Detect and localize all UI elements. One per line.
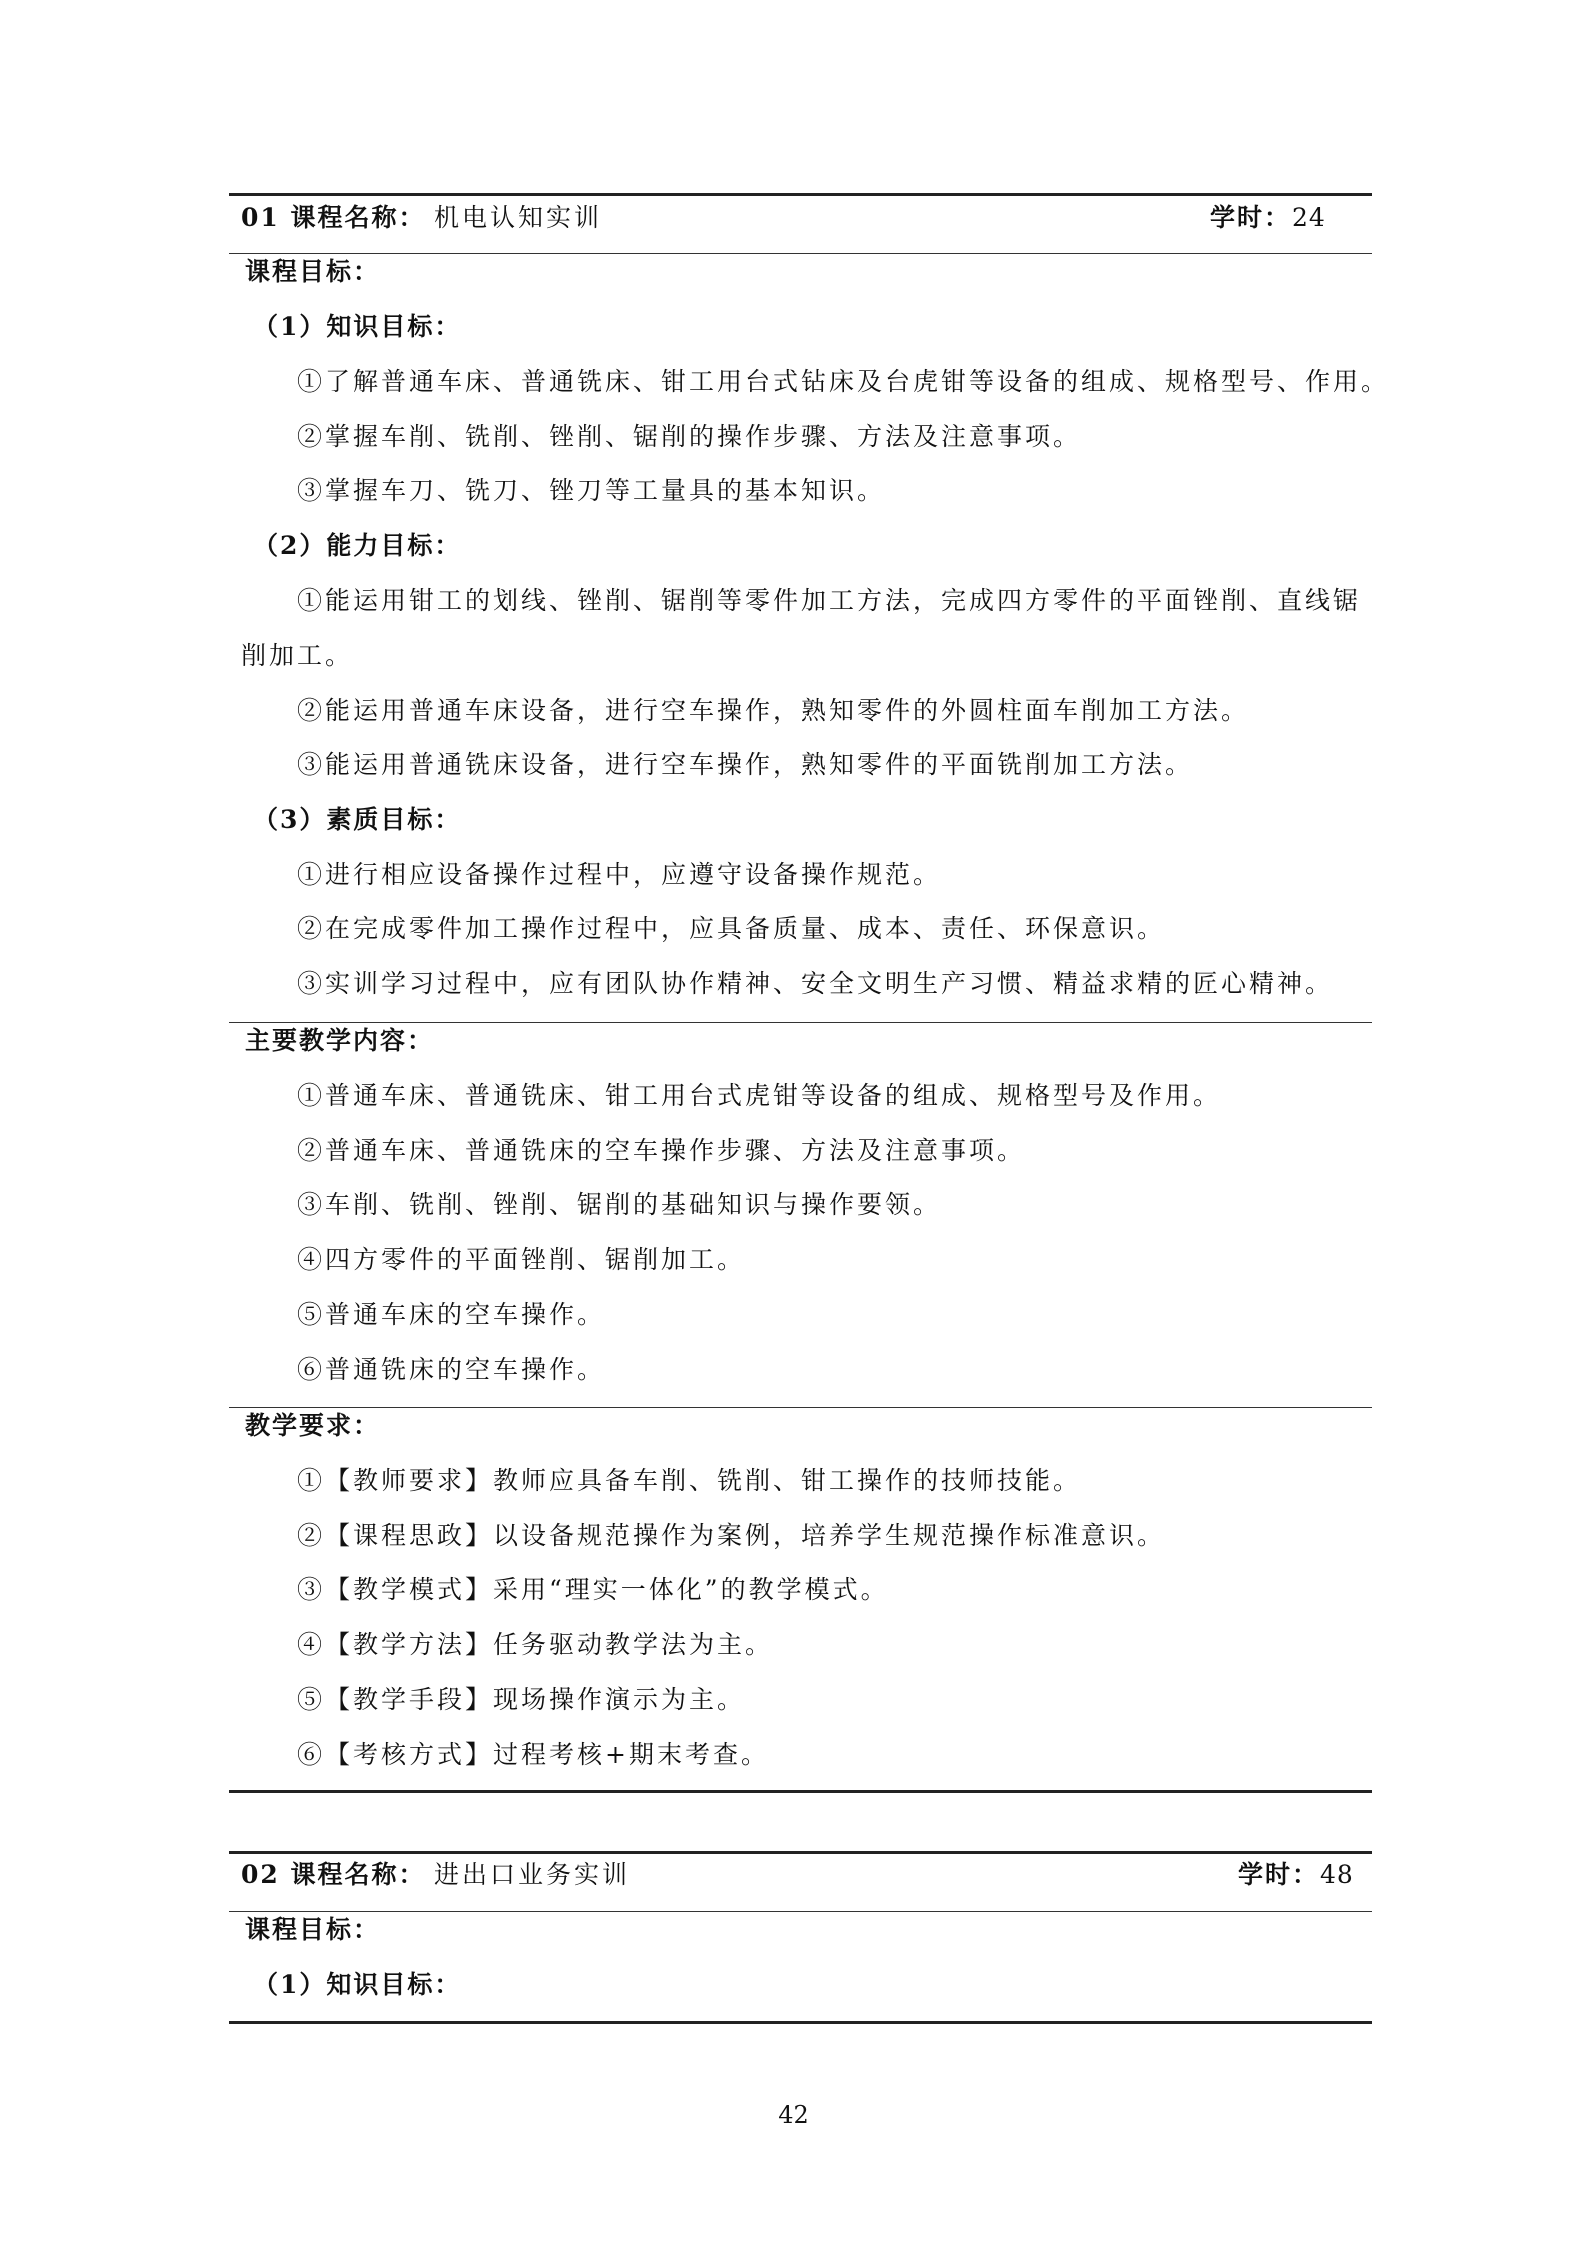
- content-item: ⑤普通车床的空车操作。: [297, 1300, 606, 1329]
- content-item: ①普通车床、普通铣床、钳工用台式虎钳等设备的组成、规格型号及作用。: [297, 1081, 1222, 1110]
- requirement-item: ⑥【考核方式】过程考核+期末考查。: [297, 1740, 769, 1769]
- ability-item: ②能运用普通车床设备，进行空车操作，熟知零件的外圆柱面车削加工方法。: [297, 696, 1250, 725]
- quality-item: ②在完成零件加工操作过程中，应具备质量、成本、责任、环保意识。: [297, 914, 1166, 943]
- content-item: ③车削、铣削、锉削、锯削的基础知识与操作要领。: [297, 1190, 942, 1219]
- course-name-label: 01 课程名称：: [241, 203, 426, 232]
- hours-label: 学时：: [1238, 1860, 1320, 1889]
- requirement-item: ④【教学方法】任务驱动教学法为主。: [297, 1630, 774, 1659]
- table-top-border: [229, 1851, 1372, 1854]
- row-divider: [229, 1911, 1372, 1912]
- course-name: 机电认知实训: [434, 203, 603, 232]
- content-item: ⑥普通铣床的空车操作。: [297, 1355, 606, 1384]
- ability-item-continuation: 削加工。: [241, 641, 354, 670]
- hours-value: 48: [1320, 1860, 1354, 1889]
- knowledge-heading: （1）知识目标：: [253, 1970, 462, 1999]
- row-divider: [229, 253, 1372, 254]
- ability-item: ③能运用普通铣床设备，进行空车操作，熟知零件的平面铣削加工方法。: [297, 750, 1194, 779]
- content-item: ②普通车床、普通铣床的空车操作步骤、方法及注意事项。: [297, 1136, 1026, 1165]
- hours-label: 学时：: [1210, 203, 1292, 232]
- table-bottom-border: [229, 2021, 1372, 2024]
- table-top-border: [229, 193, 1372, 196]
- content-item: ④四方零件的平面锉削、锯削加工。: [297, 1245, 746, 1274]
- knowledge-item: ③掌握车刀、铣刀、锉刀等工量具的基本知识。: [297, 476, 886, 505]
- knowledge-item: ①了解普通车床、普通铣床、钳工用台式钻床及台虎钳等设备的组成、规格型号、作用。: [297, 367, 1390, 396]
- course-name-label: 02 课程名称：: [241, 1860, 426, 1889]
- content-heading: 主要教学内容：: [245, 1026, 435, 1055]
- knowledge-heading: （1）知识目标：: [253, 312, 462, 341]
- requirement-item: ②【课程思政】以设备规范操作为案例，培养学生规范操作标准意识。: [297, 1521, 1166, 1550]
- row-divider: [229, 1022, 1372, 1023]
- quality-heading: （3）素质目标：: [253, 805, 462, 834]
- knowledge-item: ②掌握车削、铣削、锉削、锯削的操作步骤、方法及注意事项。: [297, 422, 1082, 451]
- table-bottom-border: [229, 1790, 1372, 1793]
- ability-heading: （2）能力目标：: [253, 531, 462, 560]
- goals-heading: 课程目标：: [245, 1915, 381, 1944]
- page-number: 42: [778, 2101, 809, 2129]
- ability-item: ①能运用钳工的划线、锉削、锯削等零件加工方法，完成四方零件的平面锉削、直线锯: [297, 586, 1362, 615]
- quality-item: ①进行相应设备操作过程中，应遵守设备操作规范。: [297, 860, 942, 889]
- requirement-item: ①【教师要求】教师应具备车削、铣削、钳工操作的技师技能。: [297, 1466, 1082, 1495]
- requirement-item: ⑤【教学手段】现场操作演示为主。: [297, 1685, 746, 1714]
- goals-heading: 课程目标：: [245, 257, 381, 286]
- requirement-item: ③【教学模式】采用“理实一体化”的教学模式。: [297, 1575, 889, 1604]
- requirements-heading: 教学要求：: [245, 1411, 381, 1440]
- row-divider: [229, 1407, 1372, 1408]
- hours-value: 24: [1292, 203, 1326, 232]
- quality-item: ③实训学习过程中，应有团队协作精神、安全文明生产习惯、精益求精的匠心精神。: [297, 969, 1334, 998]
- course-name: 进出口业务实训: [434, 1860, 631, 1889]
